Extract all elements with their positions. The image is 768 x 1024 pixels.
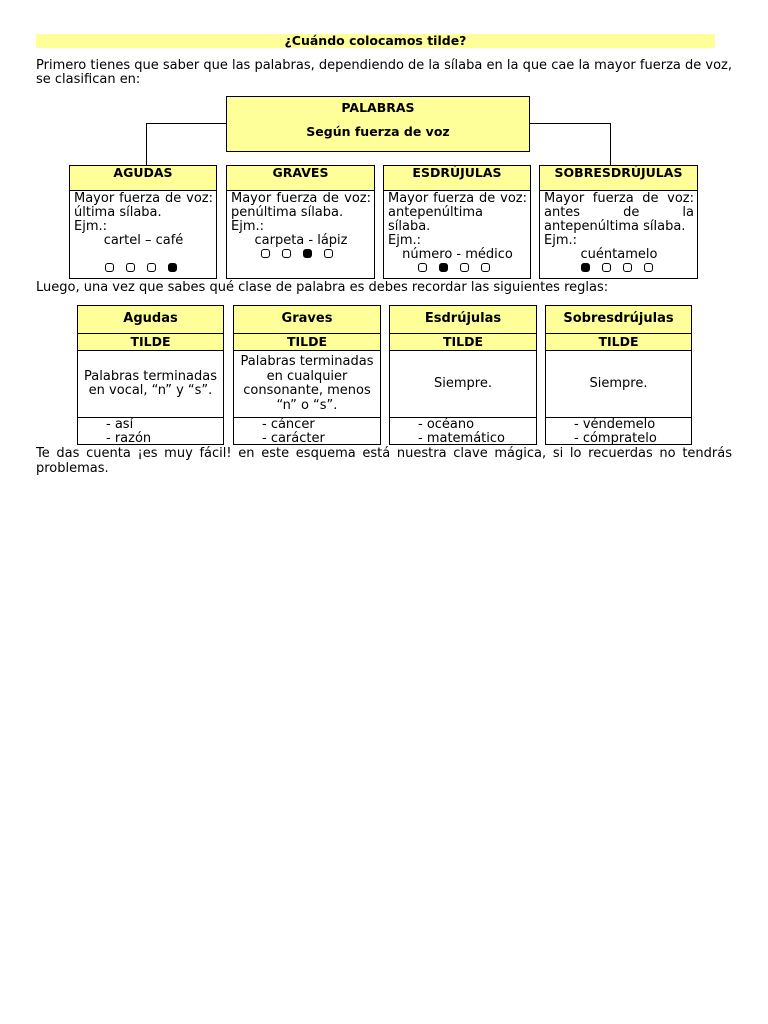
connector-left-horizontal [146, 123, 227, 124]
rule-card-agudas [77, 305, 224, 445]
syllable-dots-sobresdrujulas [581, 263, 653, 272]
rule-name: Esdrújulas [390, 306, 536, 334]
rule-tilde-header: TILDE [546, 334, 691, 351]
syllable-dot [418, 263, 427, 272]
category-ejm-label: Ejm.: [544, 233, 578, 248]
stressed-syllable-dot [439, 263, 448, 272]
rule-example: - océano [418, 417, 475, 432]
rule-tilde-header: TILDE [390, 334, 536, 351]
diagram-root-subtitle: Según fuerza de voz [306, 124, 450, 139]
rule-tilde-header: TILDE [234, 334, 380, 351]
category-definition: Mayor fuerza de voz: última sílaba. [74, 191, 213, 220]
rule-name: Sobresdrújulas [546, 306, 691, 334]
connector-left-vertical [146, 123, 147, 165]
category-definition: Mayor fuerza de voz: antepenúltima sílaba. [388, 191, 527, 234]
transition-text: Luego, una vez que sabes qué clase de palabra es debes recordar las siguientes reglas: [36, 280, 609, 295]
intro-text: Primero tienes que saber que las palabras, dependiendo de la sílaba en la que cae la mayor fuerza de voz, [36, 58, 732, 73]
category-card-sobresdrujulas [539, 165, 698, 279]
category-card-esdrujulas [383, 165, 531, 279]
category-card-agudas [69, 165, 217, 279]
stressed-syllable-dot [303, 249, 312, 258]
category-ejm-label: Ejm.: [231, 219, 265, 234]
category-name: ESDRÚJULAS [384, 166, 530, 191]
rule-tilde-header: TILDE [78, 334, 223, 351]
rule-card-sobresdrujulas [545, 305, 692, 445]
syllable-dot [644, 263, 653, 272]
syllable-dot [126, 263, 135, 272]
category-ejm-label: Ejm.: [74, 219, 108, 234]
syllable-dots-agudas [105, 263, 177, 272]
category-definition: Mayor fuerza de voz: penúltima sílaba. [231, 191, 371, 220]
intro-text-continued: se clasifican en: [36, 72, 141, 87]
rule-example: - así [106, 417, 134, 432]
syllable-dot [460, 263, 469, 272]
syllable-dot [147, 263, 156, 272]
category-definition: Mayor fuerza de voz: antes de la antepenúltima sílaba. [544, 191, 694, 234]
rule-description: Palabras terminadas en cualquier consonante, menos “n” o “s”. [234, 351, 380, 418]
rule-description: Siempre. [390, 351, 536, 418]
diagram-root-box [226, 96, 530, 152]
category-name: AGUDAS [70, 166, 216, 191]
syllable-dot [105, 263, 114, 272]
rule-example: - matemático [418, 431, 505, 446]
rule-name: Graves [234, 306, 380, 334]
syllable-dot [282, 249, 291, 258]
syllable-dot [324, 249, 333, 258]
syllable-dot [481, 263, 490, 272]
rule-card-esdrujulas [389, 305, 537, 445]
rule-description: Siempre. [546, 351, 691, 418]
category-example: número - médico [402, 247, 513, 262]
rule-example: - cómpratelo [574, 431, 657, 446]
rule-example: - razón [106, 431, 152, 446]
rule-description: Palabras terminadas en vocal, “n” y “s”. [78, 351, 223, 418]
connector-right-vertical [610, 123, 611, 165]
closing-text-continued: problemas. [36, 461, 109, 476]
category-name: SOBRESDRÚJULAS [540, 166, 697, 191]
category-example: cuéntamelo [580, 247, 658, 262]
page-title: ¿Cuándo colocamos tilde? [36, 34, 715, 48]
rule-card-graves [233, 305, 381, 445]
syllable-dots-graves [261, 249, 333, 258]
rule-example: - cáncer [262, 417, 315, 432]
syllable-dot [261, 249, 270, 258]
rule-name: Agudas [78, 306, 223, 334]
diagram-root-title: PALABRAS [341, 100, 415, 115]
category-example: carpeta - lápiz [254, 233, 348, 248]
category-card-graves [226, 165, 375, 279]
syllable-dot [602, 263, 611, 272]
rule-example: - véndemelo [574, 417, 656, 432]
stressed-syllable-dot [581, 263, 590, 272]
category-name: GRAVES [227, 166, 374, 191]
category-ejm-label: Ejm.: [388, 233, 422, 248]
stressed-syllable-dot [168, 263, 177, 272]
syllable-dots-esdrujulas [418, 263, 490, 272]
category-example: cartel – café [103, 233, 184, 248]
syllable-dot [623, 263, 632, 272]
connector-right-horizontal [529, 123, 611, 124]
closing-text: Te das cuenta ¡es muy fácil! en este esquema está nuestra clave mágica, si lo recuerdas no tendrás [36, 446, 732, 461]
rule-example: - carácter [262, 431, 325, 446]
